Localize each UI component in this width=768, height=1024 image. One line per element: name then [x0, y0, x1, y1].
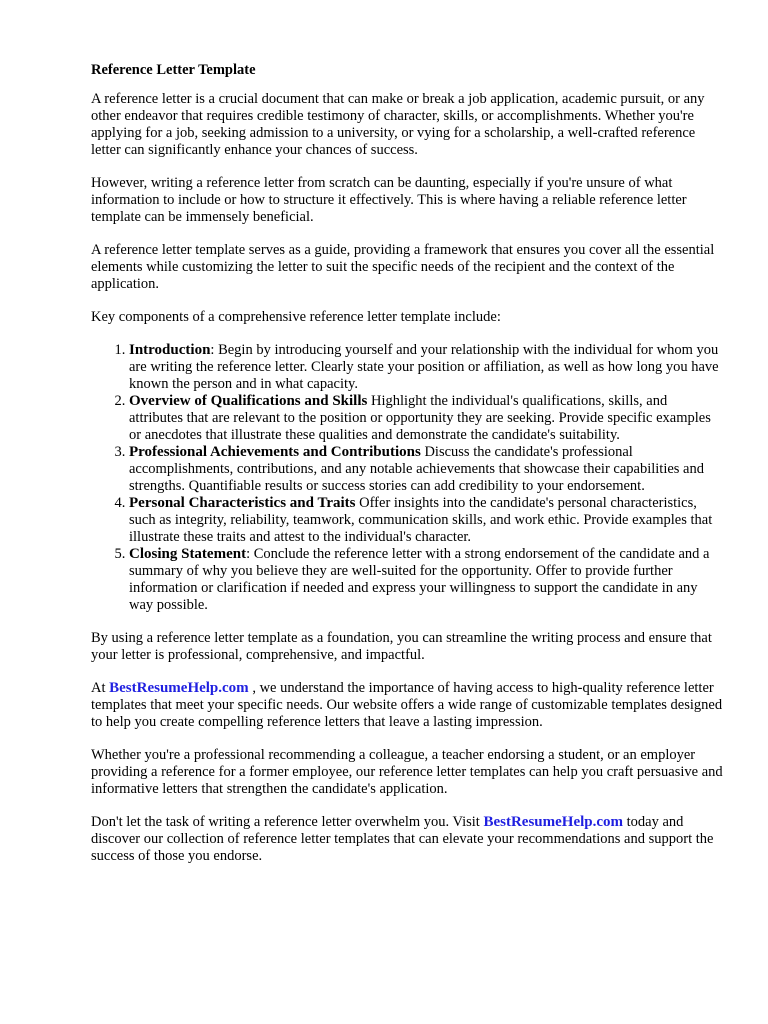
list-item-text: Begin by introducing yourself and your relationship with the individual for whom you are writing the reference letter. Clearly state your position or affiliation, as well as how long you have known the person and in what capacity.	[129, 342, 719, 392]
list-item-lead: Overview of Qualifications and Skills	[129, 393, 368, 409]
foundation-paragraph: By using a reference letter template as a foundation, you can streamline the writing process and ensure that your letter is professional, comprehensive, and impactful.	[91, 630, 712, 663]
list-item-sep: :	[210, 342, 215, 358]
list-item	[129, 393, 723, 444]
list-item-sep: :	[246, 546, 251, 562]
components-intro-paragraph: Key components of a comprehensive reference letter template include:	[91, 309, 501, 325]
call-to-action-paragraph	[91, 814, 723, 865]
website-paragraph-post: , we understand the importance of having access to high-quality reference letter templates that meet your specific needs. Our website offers a wide range of customizable templates designed to help you create compelling reference letters that leave a lasting impression.	[91, 680, 723, 730]
list-item	[129, 342, 723, 393]
template-purpose-paragraph: A reference letter template serves as a guide, providing a framework that ensures you cover all the essential elements while customizing the letter to suit the specific needs of the recipient and the context of the application.	[91, 242, 715, 292]
audience-paragraph: Whether you're a professional recommending a colleague, a teacher endorsing a student, or an employer providing a reference for a former employee, our reference letter templates can help you craft persuasive and informative letters that strengthen the candidate's application.	[91, 747, 723, 797]
intro-paragraph: A reference letter is a crucial document that can make or break a job application, academic pursuit, or any other endeavor that requires credible testimony of character, skills, or accomplishments. Whether you're applying for a job, seeking admission to a university, or vying for a scholarship, a well-crafted reference letter can significantly enhance your chances of success.	[91, 91, 705, 158]
cta-paragraph-post: today and discover our collection of reference letter templates that can elevate your recommendations and support the success of those you endorse.	[91, 814, 714, 864]
components-list	[91, 342, 723, 614]
list-item-lead: Closing Statement	[129, 546, 247, 562]
list-item-lead: Professional Achievements and Contributions	[129, 444, 421, 460]
list-item-text: Highlight the individual's qualifications, skills, and attributes that are relevant to the position or opportunity they are seeking. Provide specific examples or anecdotes that illustrate these qualities and demonstrate the candidate's suitability.	[129, 393, 711, 443]
list-item-text: Discuss the candidate's professional accomplishments, contributions, and any notable achievements that showcase their capabilities and strengths. Quantifiable results or success stories can add credibility to your endorsement.	[129, 444, 704, 494]
list-item-lead: Personal Characteristics and Traits	[129, 495, 356, 511]
list-item-lead: Introduction	[129, 342, 211, 358]
cta-paragraph-pre: Don't let the task of writing a reference letter overwhelm you. Visit	[91, 814, 484, 830]
document-title: Reference Letter Template	[91, 62, 256, 78]
bestresumehelp-visit-link[interactable]: BestResumeHelp.com	[483, 814, 624, 830]
list-item-text: Offer insights into the candidate's personal characteristics, such as integrity, reliability, teamwork, communication skills, and work ethic. Provide examples that illustrate these traits and attest to the individual's character.	[129, 495, 713, 545]
website-paragraph	[91, 680, 723, 731]
list-item	[129, 495, 723, 546]
challenge-paragraph: However, writing a reference letter from scratch can be daunting, especially if you're unsure of what information to include or how to structure it effectively. This is where having a reliable reference letter template can be immensely beneficial.	[91, 175, 687, 225]
bestresumehelp-link[interactable]: BestResumeHelp.com	[109, 680, 249, 696]
list-item-text: Conclude the reference letter with a strong endorsement of the candidate and a summary of why you believe they are well-suited for the opportunity. Offer to provide further information or clarification if needed and express your willingness to support the candidate in any way possible.	[129, 546, 710, 613]
list-item	[129, 444, 723, 495]
website-paragraph-pre: At	[91, 680, 110, 696]
list-item	[129, 546, 723, 614]
